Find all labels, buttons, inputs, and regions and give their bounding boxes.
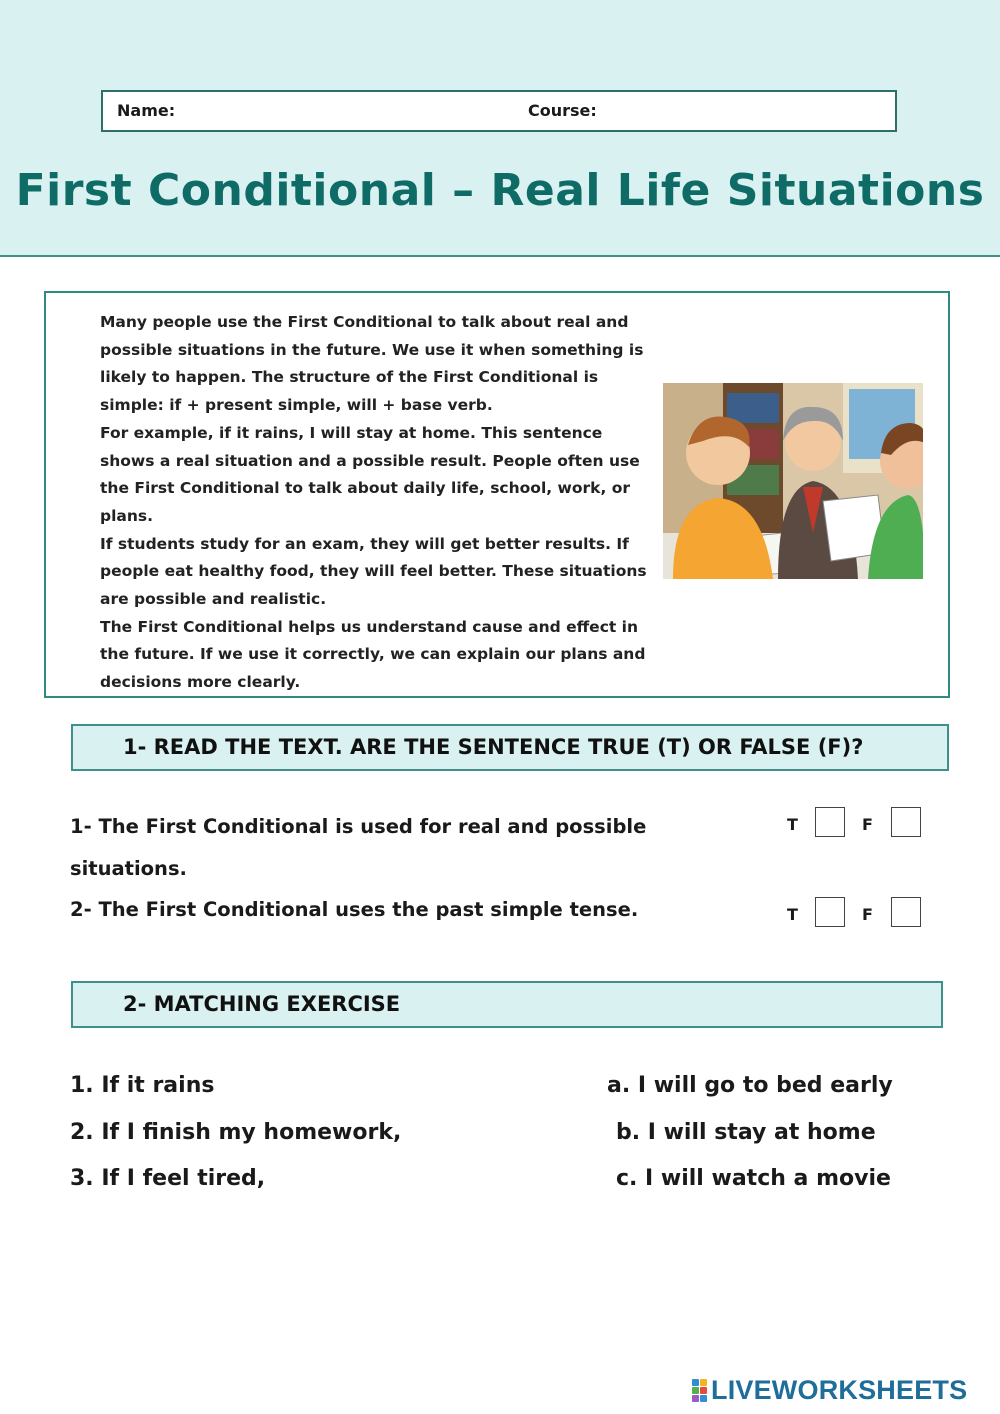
match-left-3: 3. If I feel tired,	[70, 1166, 266, 1191]
reading-paragraph-4: The First Conditional helps us understand cause and effect in the future. If we use it correctly, we can explain our plans and decisions more clearly.	[100, 617, 646, 692]
reading-passage	[100, 309, 656, 697]
q1-false-checkbox[interactable]	[891, 807, 921, 837]
q2-true-checkbox[interactable]	[815, 897, 845, 927]
q2-true-label: T	[787, 905, 798, 924]
match-left-1: 1. If it rains	[70, 1073, 215, 1098]
name-label: Name:	[117, 101, 176, 120]
exercise2-heading: 2- MATCHING EXERCISE	[123, 992, 401, 1016]
exercise1-heading-bar	[71, 724, 949, 771]
reading-paragraph-2: For example, if it rains, I will stay at home. This sentence shows a real situation and a possible result. People often use the First Conditional to talk about daily life, school, work, or plans.	[100, 423, 640, 525]
exercise1-heading: 1- READ THE TEXT. ARE THE SENTENCE TRUE (T) OR FALSE (F)?	[123, 735, 864, 759]
q1-true-label: T	[787, 815, 798, 834]
reading-paragraph-3: If students study for an exam, they will get better results. If people eat healthy food, they will feel better. These situations are possible and realistic.	[100, 534, 647, 609]
liveworksheets-logo-icon	[692, 1379, 707, 1402]
liveworksheets-brand[interactable]	[692, 1374, 967, 1406]
q1-true-checkbox[interactable]	[815, 807, 845, 837]
page-title: First Conditional – Real Life Situations	[15, 165, 985, 216]
match-right-b: b. I will stay at home	[616, 1120, 876, 1145]
brand-wordmark: LIVEWORKSHEETS	[711, 1374, 968, 1405]
header-band	[0, 0, 1000, 257]
q2-false-checkbox[interactable]	[891, 897, 921, 927]
match-right-c: c. I will watch a movie	[616, 1166, 891, 1191]
q1-false-label: F	[862, 815, 873, 834]
tf-question-1: 1- The First Conditional is used for real and possible situations.	[70, 815, 647, 880]
match-right-a: a. I will go to bed early	[607, 1073, 893, 1098]
reading-passage-box	[44, 291, 950, 698]
tf-question-2: 2- The First Conditional uses the past simple tense.	[70, 898, 639, 921]
exercise2-heading-bar	[71, 981, 943, 1028]
reading-paragraph-1: Many people use the First Conditional to talk about real and possible situations in the future. We use it when something is likely to happen. The structure of the First Conditional is simple: if + present simple, will + base verb.	[100, 313, 644, 415]
course-label: Course:	[528, 101, 597, 120]
name-course-box	[101, 90, 897, 132]
q2-false-label: F	[862, 905, 873, 924]
match-left-2: 2. If I finish my homework,	[70, 1120, 402, 1145]
classroom-illustration	[663, 383, 923, 579]
